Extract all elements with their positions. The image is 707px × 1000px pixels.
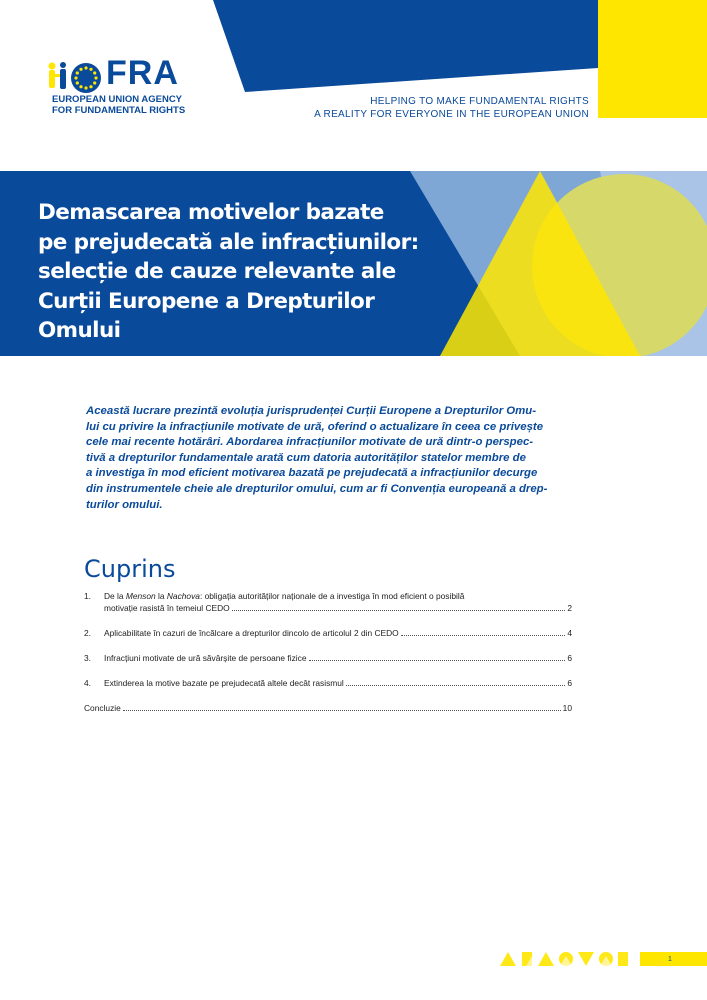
toc-item-3[interactable] [84,652,572,664]
toc-leader-dots [232,610,566,611]
toc-page-number: 10 [562,703,572,713]
toc-item-1-rest: : obligația autorităților naționale de a investiga în mod eficient o posibilă [199,591,465,601]
toc-item-1-line-2 [104,602,572,614]
abstract-line-6: din instrumentele cheie ale drepturilor omului, cum ar fi Convenția europeană a drep- [86,482,548,495]
tagline [314,95,589,121]
agency-line-2: FOR FUNDAMENTAL RIGHTS [52,105,186,116]
document-title [38,198,438,346]
title-band [0,171,707,356]
toc-item-conclusion-text: Concluzie [84,703,121,713]
toc-leader-dots [401,635,566,636]
agency-name [52,94,185,116]
title-line-4: Curții Europene a Drepturilor Omului [38,288,375,343]
abstract-line-3: cele mai recente hotărâri. Abordarea infracțiunilor motivate de ură dintr-o perspec- [86,436,534,449]
title-line-1: Demascarea motivelor bazate [38,200,384,225]
toc-page-number: 2 [567,603,572,613]
header-blue-triangle [213,0,598,92]
toc-item-2-text: Aplicabilitate în cazuri de încălcare a drepturilor dincolo de articolul 2 din CEDO [104,628,399,638]
toc-page-number: 6 [567,653,572,663]
toc-item-2[interactable] [84,627,572,639]
header-yellow-block [598,0,707,118]
title-line-3: selecție de cauze relevante ale [38,259,396,284]
toc-leader-dots [123,710,561,711]
toc-item-conclusion[interactable] [84,702,572,714]
toc-leader-dots [309,660,566,661]
toc-item-number: 2. [84,628,91,638]
fra-logo[interactable] [44,54,194,122]
footer-artwork [500,948,707,970]
toc-item-1[interactable] [84,590,572,614]
abstract-line-1: Această lucrare prezintă evoluția jurisprudenței Curții Europene a Drepturilor Omu- [86,405,537,417]
toc-leader-dots [346,685,566,686]
toc-item-conclusion-line [84,702,572,714]
abstract-line-5: a investiga în mod eficient motivarea bazată pe prejudecată a infracțiunilor decurge [86,467,538,480]
footer-yellow-bar [640,952,707,966]
toc-item-1-mid: la [155,591,167,601]
abstract-line-7: turilor omului. [86,498,163,511]
eu-flag-icon [70,62,102,94]
table-of-contents [84,590,572,727]
toc-item-1-nachova: Nachova [166,591,200,601]
toc-heading: Cuprins [84,555,176,583]
tagline-line-2: A REALITY FOR EVERYONE IN THE EUROPEAN UNION [314,109,589,120]
toc-item-3-text: Infracțiuni motivate de ură săvârșite de persoane fizice [104,653,307,663]
toc-page-number: 6 [567,678,572,688]
tagline-line-1: HELPING TO MAKE FUNDAMENTAL RIGHTS [370,96,589,107]
abstract-line-4: tivă a drepturilor fundamentale arată cum datoria autorităților statelor membre de [86,451,526,464]
toc-item-number: 3. [84,653,91,663]
logo-text: FRA [106,54,179,92]
title-line-2: pe prejudecată ale infracțiunilor: [38,229,419,255]
toc-item-1-menson: Menson [125,591,156,601]
toc-item-number: 1. [84,591,91,601]
toc-item-4-text: Extinderea la motive bazate pe prejudecată altele decât rasismul [104,678,344,688]
toc-item-3-line [104,652,572,664]
toc-item-number: 4. [84,678,91,688]
toc-item-4-line [104,677,572,689]
toc-item-1-line-1 [104,590,572,602]
agency-line-1: EUROPEAN UNION AGENCY [52,94,183,105]
abstract [86,404,608,513]
toc-item-1-pre: De la [104,591,126,601]
toc-page-number: 4 [567,628,572,638]
page-number: 1 [668,956,672,963]
abstract-line-2: lui cu privire la infracțiunile motivate de ură, oferind o actualizare în ceea ce privește [86,420,544,433]
toc-item-1-text: motivație rasistă în temeiul CEDO [104,603,230,613]
toc-item-4[interactable] [84,677,572,689]
toc-item-2-line [104,627,572,639]
